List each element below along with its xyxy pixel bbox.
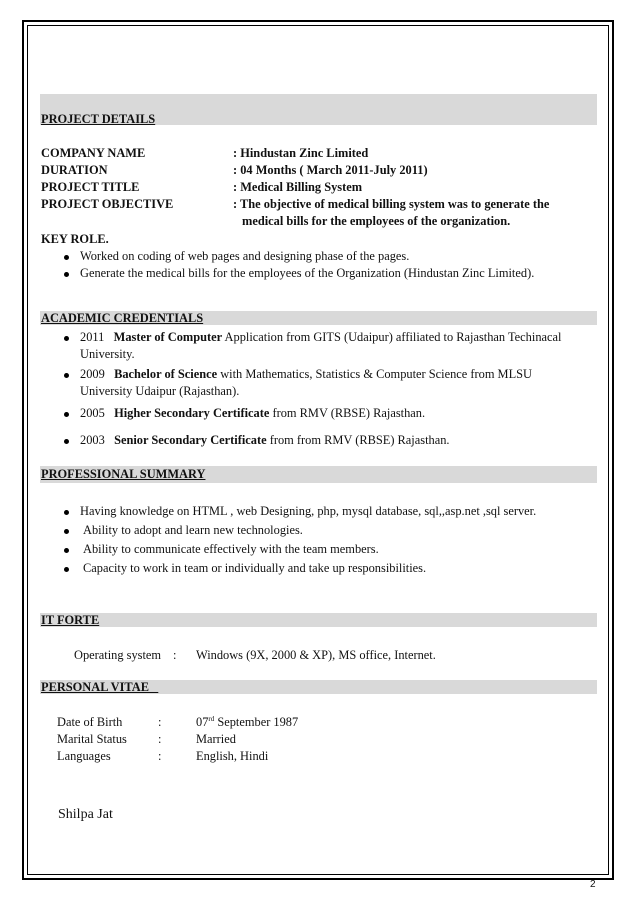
marital-value: Married	[196, 732, 236, 746]
objective-label: PROJECT OBJECTIVE	[41, 197, 174, 211]
key-role-heading: KEY ROLE.	[41, 232, 109, 246]
academic-heading: ACADEMIC CREDENTIALS	[41, 311, 204, 325]
duration-value: : 04 Months ( March 2011-July 2011)	[233, 163, 428, 177]
academic-year: 2009	[80, 367, 105, 381]
bullet-icon	[64, 529, 69, 534]
summary-item: Having knowledge on HTML , web Designing, php, mysql database, sql,,asp.net ,sql server.	[80, 504, 537, 518]
academic-year: 2011	[80, 330, 105, 344]
project-title-label: PROJECT TITLE	[41, 180, 140, 194]
bullet-icon	[64, 336, 69, 341]
os-value: Windows (9X, 2000 & XP), MS office, Internet.	[196, 648, 436, 662]
bullet-icon	[64, 510, 69, 515]
it-forte-heading-band	[40, 613, 597, 627]
academic-year: 2005	[80, 406, 105, 420]
marital-colon: :	[158, 732, 162, 746]
languages-value: English, Hindi	[196, 749, 269, 763]
bullet-icon	[64, 373, 69, 378]
bullet-icon	[64, 255, 69, 260]
academic-degree: Bachelor of Science	[114, 367, 218, 381]
marital-label: Marital Status	[57, 732, 127, 746]
bullet-icon	[64, 567, 69, 572]
company-value: : Hindustan Zinc Limited	[233, 146, 369, 160]
bullet-icon	[64, 548, 69, 553]
dob-label: Date of Birth	[57, 715, 123, 729]
academic-item-cont: University Udaipur (Rajasthan).	[80, 384, 240, 398]
dob-colon: :	[158, 715, 162, 729]
it-forte-heading: IT FORTE	[41, 613, 100, 627]
company-label: COMPANY NAME	[41, 146, 146, 160]
project-title-value: : Medical Billing System	[233, 180, 363, 194]
key-role-item: Generate the medical bills for the employees of the Organization (Hindustan Zinc Limited).	[80, 266, 535, 280]
page-number: 2	[590, 879, 596, 890]
academic-year: 2003	[80, 433, 105, 447]
languages-label: Languages	[57, 749, 111, 763]
academic-item-cont: University.	[80, 347, 135, 361]
summary-item: Capacity to work in team or individually and take up responsibilities.	[83, 561, 427, 575]
languages-colon: :	[158, 749, 162, 763]
os-colon: :	[173, 648, 177, 662]
academic-degree: Higher Secondary Certificate	[114, 406, 270, 420]
academic-item: 2009 Bachelor of Science with Mathematics, Statistics & Computer Science from MLSU	[80, 367, 532, 381]
summary-item: Ability to communicate effectively with the team members.	[83, 542, 379, 556]
os-label: Operating system	[74, 648, 162, 662]
personal-heading: PERSONAL VITAE	[41, 680, 149, 694]
academic-item: 2003 Senior Secondary Certificate from from RMV (RBSE) Rajasthan.	[80, 433, 450, 447]
academic-degree: Senior Secondary Certificate	[114, 433, 267, 447]
signature-name: Shilpa Jat	[58, 807, 113, 822]
key-role-item: Worked on coding of web pages and designing phase of the pages.	[80, 249, 410, 263]
summary-item: Ability to adopt and learn new technologies.	[83, 523, 303, 537]
summary-heading: PROFESSIONAL SUMMARY	[41, 467, 206, 481]
bullet-icon	[64, 439, 69, 444]
objective-line-2: medical bills for the employees of the organization.	[242, 214, 511, 228]
academic-degree: Master of Computer	[113, 330, 223, 344]
duration-label: DURATION	[41, 163, 108, 177]
dob-value: 07rd September 1987	[196, 715, 299, 729]
project-heading: PROJECT DETAILS	[41, 112, 156, 126]
bullet-icon	[64, 272, 69, 277]
objective-line-1: : The objective of medical billing system was to generate the	[233, 197, 550, 211]
academic-item: 2005 Higher Secondary Certificate from RMV (RBSE) Rajasthan.	[80, 406, 426, 420]
academic-item: 2011 Master of Computer Application from GITS (Udaipur) affiliated to Rajasthan Techinacal	[80, 330, 562, 344]
bullet-icon	[64, 412, 69, 417]
